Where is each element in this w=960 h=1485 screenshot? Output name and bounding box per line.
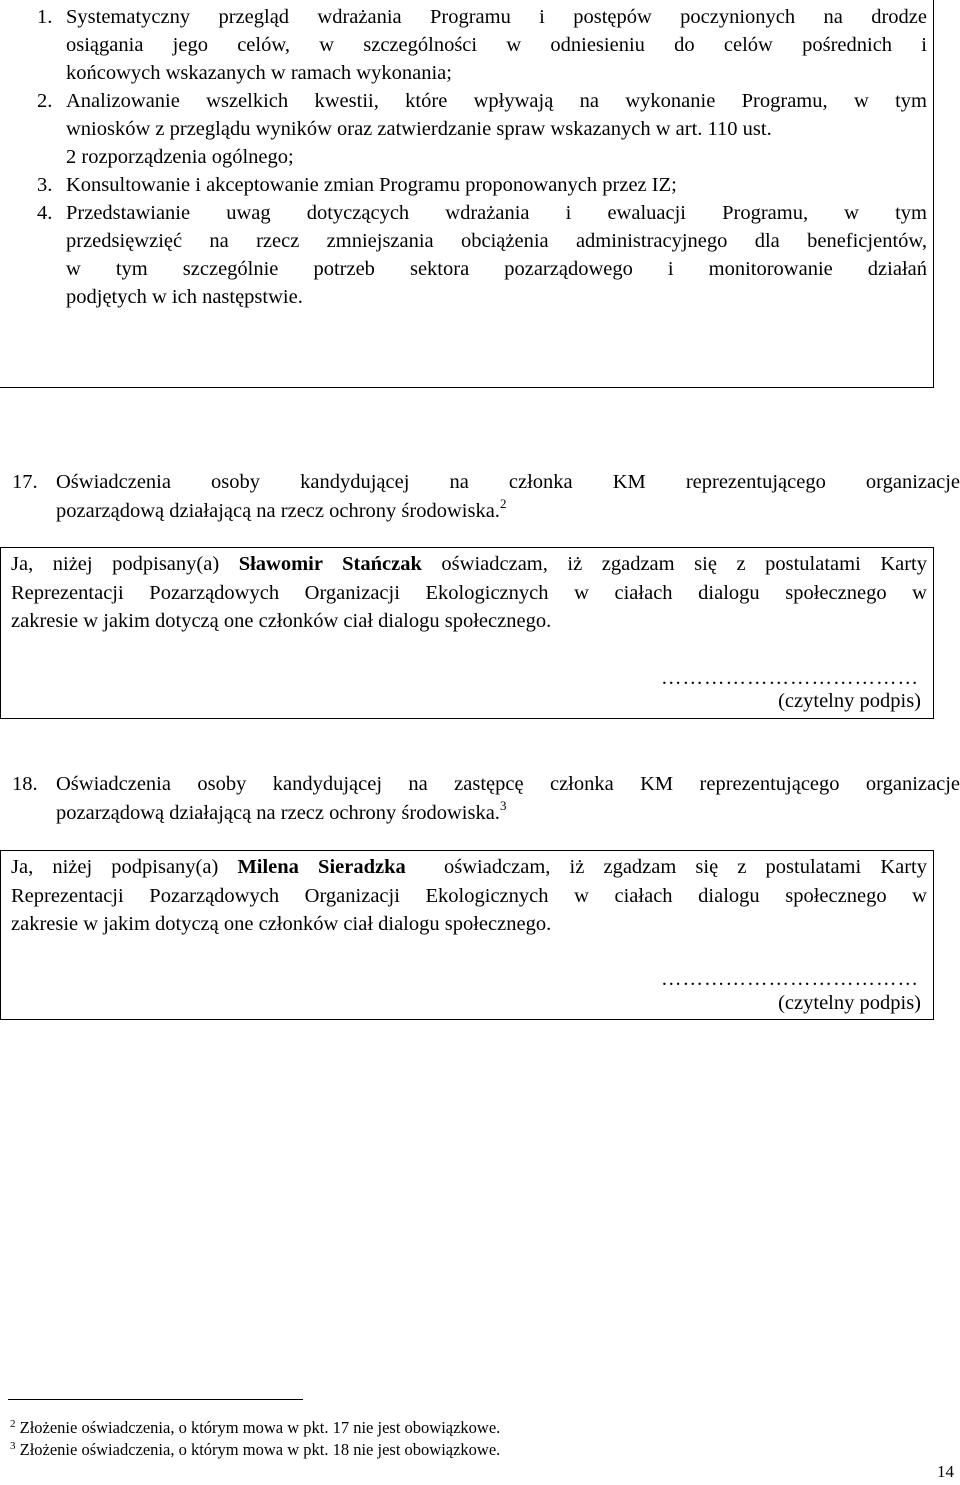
footnote-separator: [8, 1399, 303, 1400]
declaration-prefix: Ja, niżej podpisany(a): [11, 856, 238, 878]
declaration-line: zakresie w jakim dotyczą one członków ciał dialogu społecznego.: [11, 913, 552, 935]
declaration-line: Reprezentacji Pozarządowych Organizacji Ekologicznych w ciałach dialogu społecznego w: [11, 581, 927, 604]
declaration-line: zakresie w jakim dotyczą one członków ciał dialogu społecznego.: [11, 610, 552, 632]
item-line: osiągania jego celów, w szczególności w odniesieniu do celów pośrednich i: [66, 34, 927, 56]
item-line: Analizowanie wszelkich kwestii, które wpływają na wykonanie Programu, w tym: [66, 90, 927, 112]
footnote-text: Złożenie oświadczenia, o którym mowa w pkt. 18 nie jest obowiązkowe.: [19, 1440, 501, 1459]
section-number: 18.: [12, 773, 38, 795]
signatory-name: Sławomir Stańczak: [238, 553, 422, 575]
signature-label: (czytelny podpis): [778, 992, 921, 1014]
footnote-text: Złożenie oświadczenia, o którym mowa w pkt. 17 nie jest obowiązkowe.: [19, 1418, 501, 1437]
item-line: podjętych w ich następstwie.: [66, 286, 303, 308]
footnote-ref: 3: [499, 798, 507, 813]
declaration-box-17: [0, 547, 934, 719]
item-number: 1.: [37, 6, 53, 28]
item-number: 4.: [37, 202, 53, 224]
declaration-rest: oświadczam, iż zgadzam się z postulatami Karty: [421, 553, 927, 575]
item-line: Przedstawianie uwag dotyczących wdrażania i ewaluacji Programu, w tym: [66, 202, 927, 224]
item-line: 2 rozporządzenia ogólnego;: [66, 146, 294, 168]
declaration-box-18: [0, 850, 934, 1020]
declaration-text: [11, 853, 927, 939]
signature-label: (czytelny podpis): [778, 690, 921, 712]
section-title-line: Oświadczenia osoby kandydującej na zastępcę członka KM reprezentującego organizacje: [56, 773, 960, 795]
item-number: 3.: [37, 174, 53, 196]
footnote-number: 3: [10, 1440, 16, 1452]
footnote: [10, 1440, 500, 1460]
footnote: [10, 1418, 500, 1438]
item-line: wniosków z przeglądu wyników oraz zatwierdzanie spraw wskazanych w art. 110 ust.: [66, 118, 772, 140]
item-line: w tym szczególnie potrzeb sektora pozarządowego i monitorowanie działań: [66, 258, 927, 280]
section-title-line: pozarządową działającą na rzecz ochrony środowiska.: [56, 500, 500, 522]
item-number: 2.: [37, 90, 53, 112]
item-line: przedsięwzięć na rzecz zmniejszania obciążenia administracyjnego dla beneficjentów,: [66, 230, 927, 252]
declaration-rest: oświadczam, iż zgadzam się z postulatami Karty: [405, 856, 927, 878]
section-title-line: Oświadczenia osoby kandydującej na członka KM reprezentującego organizacje: [56, 471, 960, 493]
signatory-name: Milena Sieradzka: [237, 856, 406, 878]
section-title-line: pozarządową działającą na rzecz ochrony środowiska.: [56, 802, 500, 824]
declaration-line: Reprezentacji Pozarządowych Organizacji Ekologicznych w ciałach dialogu społecznego w: [11, 884, 927, 907]
declaration-text: [11, 550, 927, 636]
section-number: 17.: [12, 471, 38, 493]
signature-line: ………………………………: [661, 667, 919, 689]
item-line: Systematyczny przegląd wdrażania Programu i postępów poczynionych na drodze: [66, 6, 927, 28]
footnote-ref: 2: [499, 496, 507, 511]
page-number: 14: [937, 1462, 954, 1481]
item-line: końcowych wskazanych w ramach wykonania;: [66, 62, 452, 84]
responsibilities-box: [0, 0, 934, 388]
item-line: Konsultowanie i akceptowanie zmian Programu proponowanych przez IZ;: [66, 174, 677, 196]
footnote-number: 2: [10, 1418, 16, 1430]
signature-line: ………………………………: [661, 968, 919, 990]
declaration-prefix: Ja, niżej podpisany(a): [11, 553, 239, 575]
